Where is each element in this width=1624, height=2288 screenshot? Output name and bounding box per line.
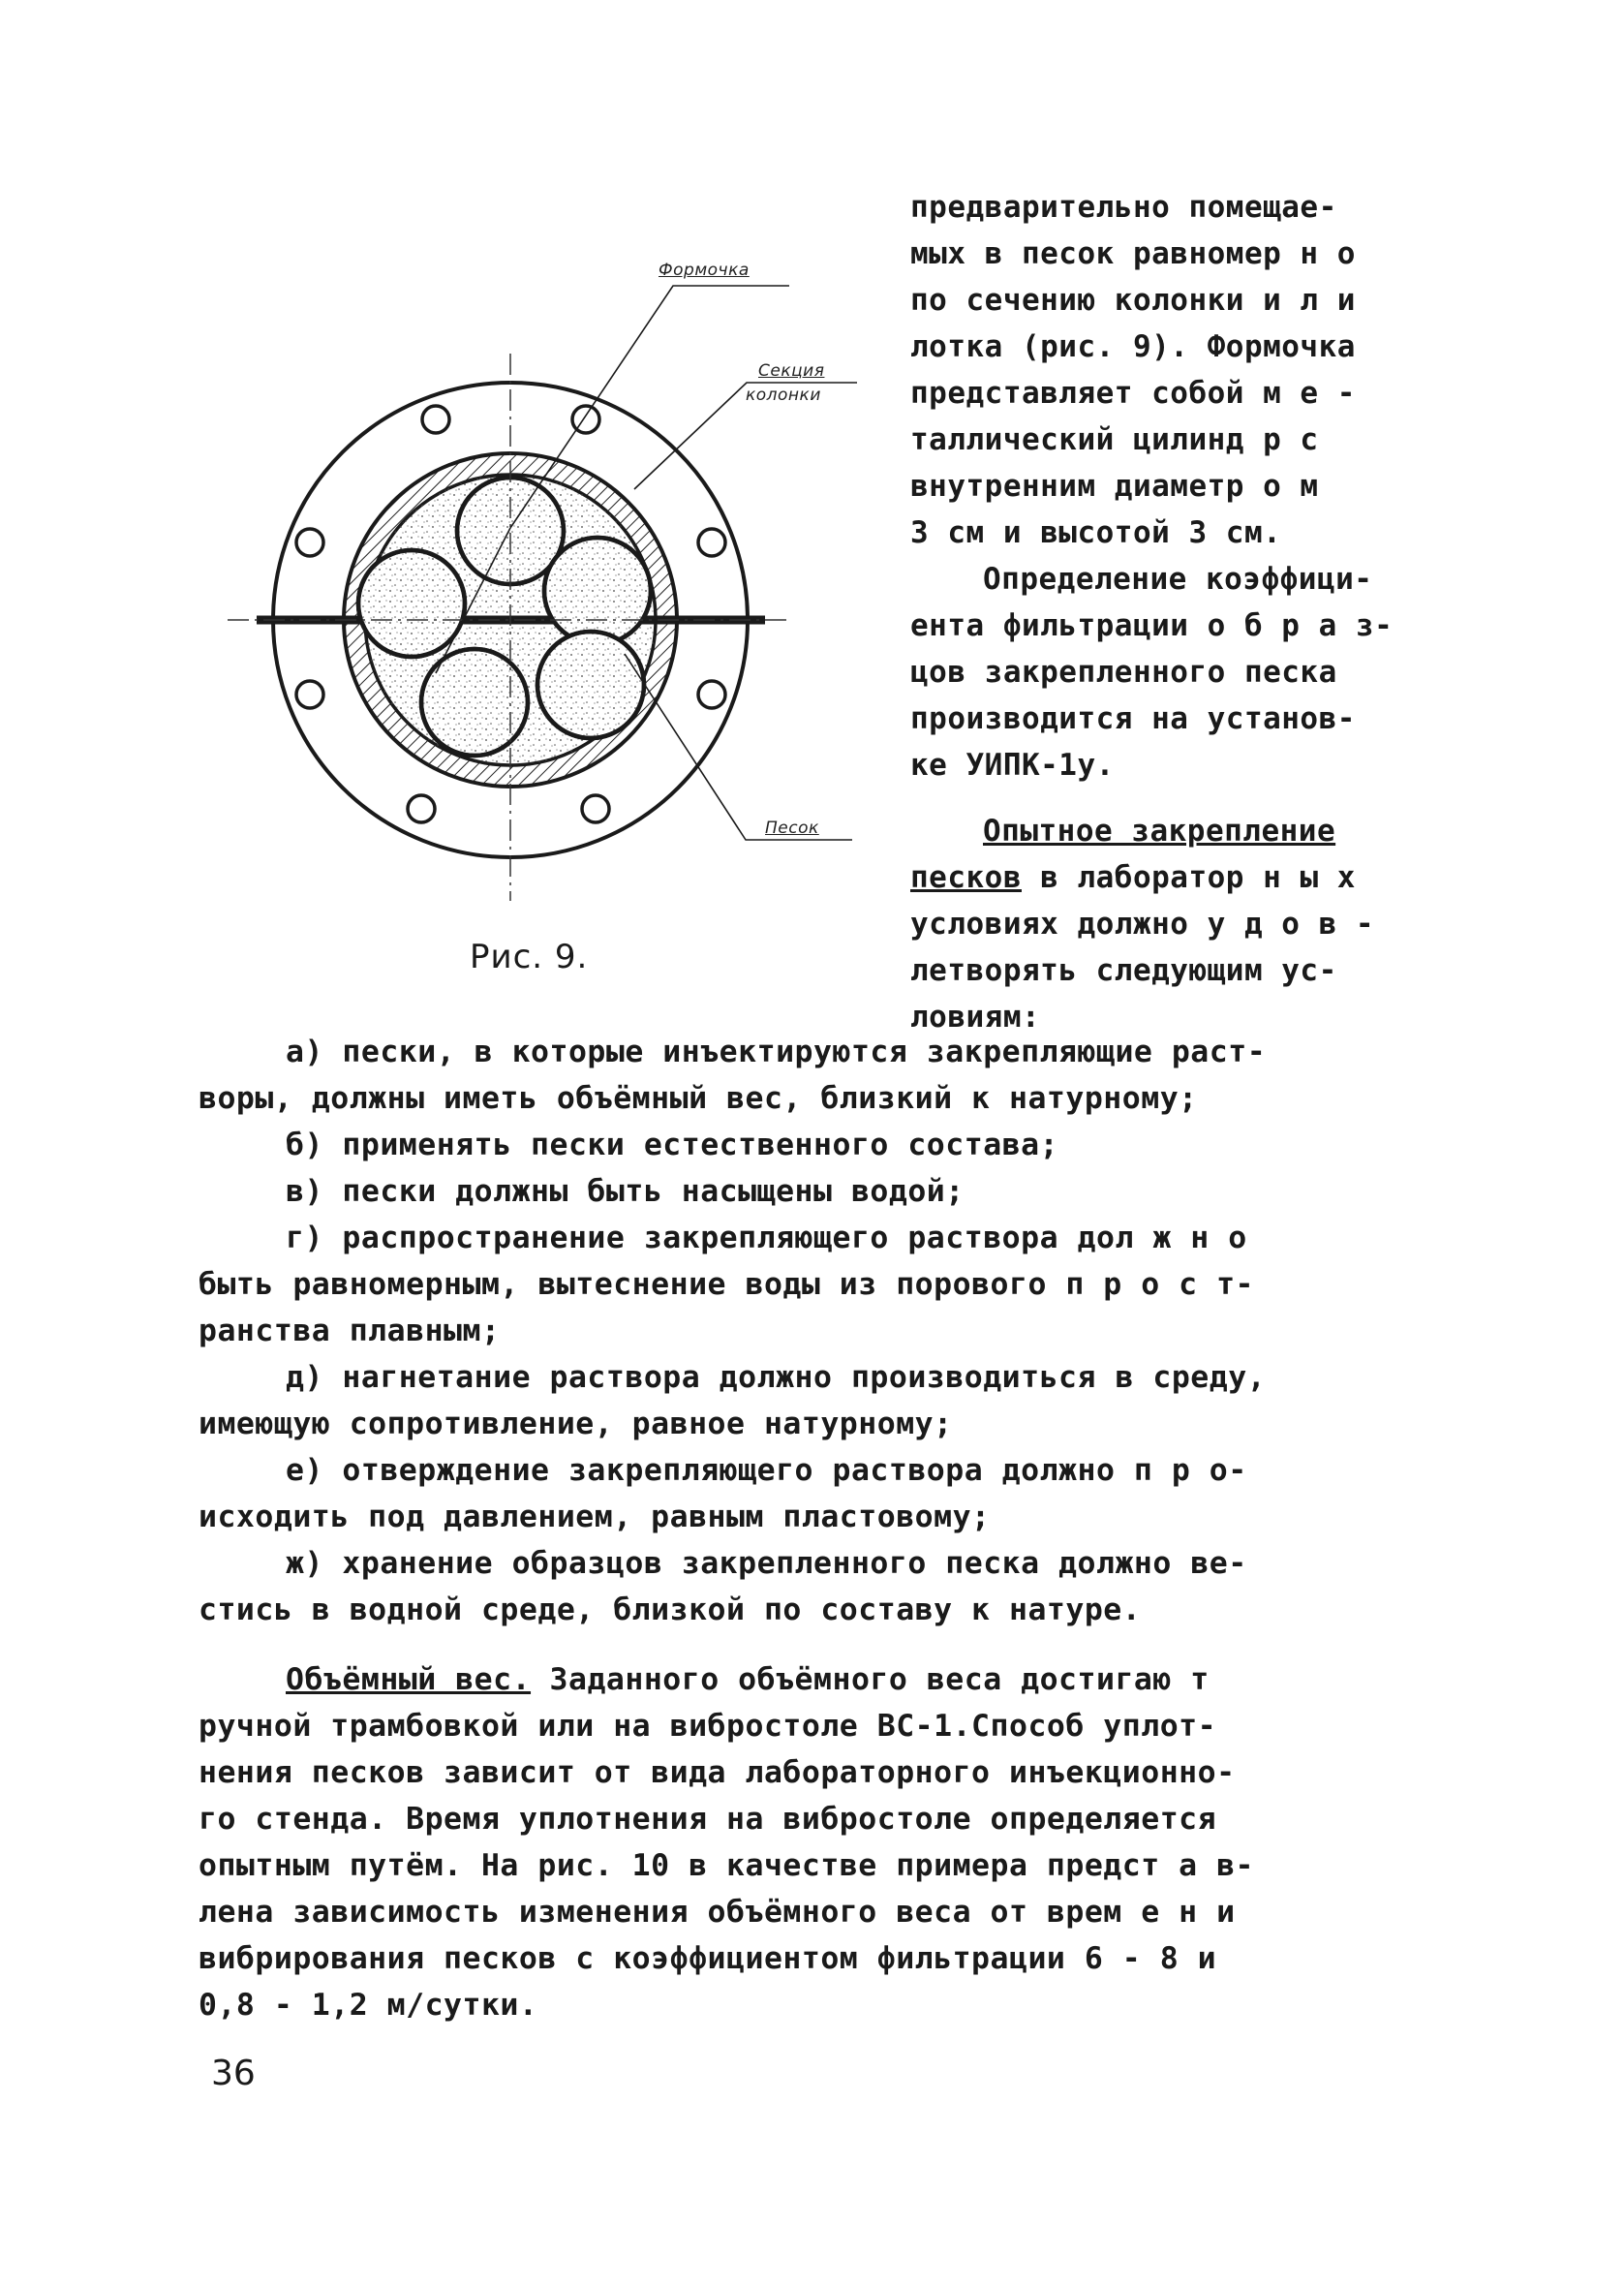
heading-peskov: песков	[910, 860, 1022, 895]
text-line: нения песков зависит от вида лабораторного инъекционно-	[199, 1755, 1236, 1790]
label-kolonki: колонки	[746, 386, 821, 405]
page-number: 36	[211, 2054, 256, 2093]
text-fragment: в лаборатор н ы х	[1040, 860, 1356, 895]
text-line: 0,8 - 1,2 м/сутки.	[199, 1988, 538, 2023]
column-cross-section-drawing	[218, 247, 896, 944]
text-line: цов закрепленного песка	[910, 655, 1337, 690]
figure-9	[218, 247, 896, 944]
text-line	[199, 1656, 1448, 1703]
label-pesok: Песок	[765, 819, 819, 838]
text-line: мых в песок равномер н о	[910, 236, 1356, 271]
text-line: ручной трамбовкой или на вибростоле ВС-1.Способ уплот-	[199, 1709, 1217, 1744]
label-formochka: Формочка	[659, 261, 750, 280]
right-column-text	[910, 184, 1453, 1040]
text-line: го стенда. Время уплотнения на вибростоле определяется	[199, 1802, 1217, 1837]
text-line: ента фильтрации о б р а з-	[910, 608, 1394, 643]
condition-zh: ж) хранение образцов закрепленного песка должно ве-	[286, 1546, 1247, 1581]
condition-g: г) распространение закрепляющего раствора дол ж н о	[286, 1221, 1247, 1255]
text-line: имеющую сопротивление, равное натурному;	[199, 1407, 953, 1441]
condition-a: а) пески, в которые инъектируются закрепляющие раст-	[286, 1035, 1267, 1069]
text-line: ловиям:	[910, 1000, 1041, 1035]
text-line: 3 см и высотой 3 см.	[910, 515, 1282, 550]
text-line: условиях должно у д о в -	[910, 907, 1375, 942]
text-line: стись в водной среде, близкой по составу к натуре.	[199, 1592, 1142, 1627]
text-line: производится на установ-	[910, 701, 1356, 736]
condition-v: в) пески должны быть насыщены водой;	[286, 1174, 965, 1209]
label-sektsiya: Секция	[758, 361, 825, 381]
text-line: предварительно помещае-	[910, 190, 1337, 225]
text-line	[910, 854, 1453, 901]
text-line: по сечению колонки и л и	[910, 283, 1356, 318]
text-line: лотка (рис. 9). Формочка	[910, 329, 1356, 364]
text-line: ке УИПК-1у.	[910, 748, 1115, 783]
condition-b: б) применять пески естественного состава;	[286, 1128, 1059, 1162]
section-heading-opytnoe: Опытное закрепление	[983, 814, 1336, 849]
conditions-list	[199, 1029, 1448, 1633]
text-line: летворять следующим ус-	[910, 953, 1337, 988]
text-line: воры, должны иметь объёмный вес, близкий к натурному;	[199, 1081, 1198, 1116]
text-line: представляет собой м е -	[910, 376, 1356, 411]
text-fragment: Заданного объёмного веса достигаю т	[549, 1662, 1210, 1697]
text-line: внутренним диаметр о м	[910, 469, 1319, 504]
text-line: таллический цилинд р с	[910, 422, 1319, 457]
text-line: лена зависимость изменения объёмного веса от врем е н и	[199, 1895, 1236, 1930]
text-line: исходить под давлением, равным пластовому;	[199, 1500, 991, 1534]
condition-d: д) нагнетание раствора должно производиться в среду,	[286, 1360, 1267, 1395]
volume-weight-section	[199, 1656, 1448, 2028]
heading-obemny-ves: Объёмный вес.	[286, 1662, 532, 1697]
text-line: вибрирования песков с коэффициентом фильтрации 6 - 8 и	[199, 1941, 1217, 1976]
text-line: быть равномерным, вытеснение воды из порового п р о с т-	[199, 1267, 1255, 1302]
text-line: Определение коэффици-	[983, 562, 1373, 597]
figure-caption: Рис. 9.	[470, 938, 589, 976]
text-line: ранства плавным;	[199, 1314, 501, 1348]
text-line: опытным путём. На рис. 10 в качестве примера предст а в-	[199, 1848, 1255, 1883]
condition-e: е) отверждение закрепляющего раствора должно п р о-	[286, 1453, 1247, 1488]
